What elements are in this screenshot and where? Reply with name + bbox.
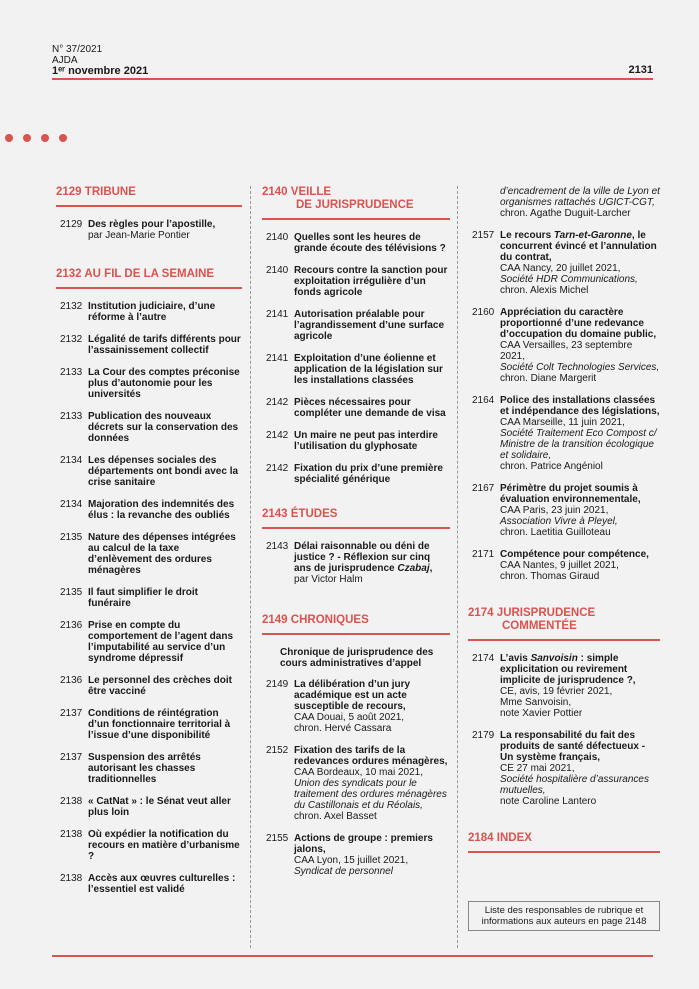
entry-body [88, 334, 242, 356]
section-heading: 2184 INDEX [468, 832, 660, 853]
entry-reference: CAA Marseille, 11 juin 2021, [500, 417, 625, 428]
toc-entry[interactable] [56, 301, 242, 323]
entry-reference: Mme Sanvoisin, [500, 697, 572, 708]
entry-body [500, 230, 660, 296]
entry-title: Nature des dépenses intégrées au calcul de la taxe d’enlèvement des ordures ménagères [88, 532, 236, 576]
entry-title: Compétence pour compétence, [500, 549, 649, 560]
entry-body [88, 367, 242, 400]
toc-entry[interactable] [56, 587, 242, 609]
entry-body [88, 620, 242, 664]
entry-page: 2179 [472, 730, 495, 741]
entry-page: 2136 [60, 620, 83, 631]
entry-title: Accès aux œuvres culturelles : l’essentiel est validé [88, 873, 236, 895]
section-heading: 2174 JURISPRUDENCE COMMENTÉE [468, 607, 660, 641]
entry-body [88, 499, 242, 521]
entry-title: Appréciation du caractère proportionné d’une redevance d’occupation du domaine public, [500, 307, 657, 340]
entry-title: Il faut simplifier le droit funéraire [88, 587, 199, 609]
entry-body [294, 265, 450, 298]
entry-page: 2133 [60, 367, 83, 378]
entry-title: La responsabilité du fait des produits de santé défectueux - Un système français, [500, 730, 646, 763]
column-1 [56, 186, 242, 906]
entry-body [88, 301, 242, 323]
entry-title: Autorisation préalable pour l’agrandissement d’une surface agricole [294, 309, 445, 342]
entry-title: Police des installations classées et indépendance des législations, [500, 395, 660, 417]
toc-entry[interactable] [468, 549, 660, 582]
toc-entry[interactable] [56, 367, 242, 400]
toc-entry[interactable] [56, 620, 242, 664]
entry-reference: CAA Nantes, 9 juillet 2021, [500, 560, 619, 571]
toc-entry[interactable] [468, 730, 660, 807]
toc-list [468, 653, 660, 807]
entry-body [88, 752, 242, 785]
entry-page: 2141 [266, 353, 289, 364]
header-rule [52, 78, 653, 80]
entry-title: Institution judiciaire, d’une réforme à l’autre [88, 301, 216, 323]
entry-reference: CAA Bordeaux, 10 mai 2021, [294, 767, 423, 778]
issue-meta [52, 44, 148, 77]
entry-title: Fixation des tarifs de la redevances ordures ménagères, [294, 745, 448, 767]
entry-page: 2137 [60, 708, 83, 719]
entry-page: 2136 [60, 675, 83, 686]
entry-page: 2157 [472, 230, 495, 241]
entry-chronicler: chron. Axel Basset [294, 811, 377, 822]
entry-page: 2138 [60, 829, 83, 840]
entry-body [294, 745, 450, 822]
toc-entry[interactable] [56, 796, 242, 818]
entry-title: Les dépenses sociales des départements ont bondi avec la crise sanitaire [88, 455, 239, 488]
entry-body [500, 483, 660, 538]
entry-page: 2135 [60, 587, 83, 598]
entry-chronicler: chron. Alexis Michel [500, 285, 589, 296]
section-heading: 2140 VEILLE DE JURISPRUDENCE [262, 186, 450, 220]
entry-page: 2155 [266, 833, 289, 844]
entry-title: Quelles sont les heures de grande écoute des télévisions ? [294, 232, 446, 254]
page-number: 2131 [628, 64, 653, 76]
section-heading: 2129 TRIBUNE [56, 186, 242, 207]
entry-title: La Cour des comptes préconise plus d’autonomie pour les universités [88, 367, 240, 400]
entry-body [88, 829, 242, 862]
entry-chronicler: chron. Diane Margerit [500, 373, 597, 384]
toc-list [262, 232, 450, 485]
entry-title: Recours contre la sanction pour exploitation irrégulière d’un fonds agricole [294, 265, 448, 298]
entry-reference: CAA Nancy, 20 juillet 2021, [500, 263, 621, 274]
toc-entry[interactable] [56, 532, 242, 576]
entry-page: 2134 [60, 499, 83, 510]
entry-page: 2132 [60, 301, 83, 312]
entry-title: Un maire ne peut pas interdire l’utilisation du glyphosate [294, 430, 438, 452]
entry-body [88, 796, 242, 818]
entry-page: 2133 [60, 411, 83, 422]
entry-chronicler: note Xavier Pottier [500, 708, 583, 719]
entry-body [88, 708, 242, 741]
entry-body [294, 309, 450, 342]
entry-title: Fixation du prix d’une première spécialité générique [294, 463, 443, 485]
toc-list [468, 230, 660, 582]
entry-body [500, 307, 660, 384]
toc-entry[interactable]: 2143 Délai raisonnable ou déni de justice ? - Réflexion sur cinq ans de jurisprudence Czabaj, par Victor Halm [266, 541, 433, 585]
toc-entry[interactable] [56, 411, 242, 444]
toc-entry[interactable] [468, 307, 660, 384]
entry-body [294, 353, 450, 386]
section-heading: 2143 ÉTUDES [262, 508, 450, 529]
entry-title: Exploitation d’une éolienne et application de la législation sur les installations classées [294, 353, 443, 386]
entry-body [294, 833, 450, 877]
toc-entry[interactable] [56, 752, 242, 785]
toc-entry[interactable] [468, 395, 660, 472]
entry-page: 2149 [266, 679, 289, 690]
entry-reference: CE, avis, 19 février 2021, [500, 686, 613, 697]
entry-title: Actions de groupe : premiers jalons, [294, 833, 433, 855]
entry-title: Pièces nécessaires pour compléter une demande de visa [294, 397, 446, 419]
toc-entry[interactable] [262, 353, 450, 386]
issue-date: 1ᵉʳ novembre 2021 [52, 65, 149, 77]
toc-entry[interactable] [56, 499, 242, 521]
entry-body [294, 397, 450, 419]
toc-entry[interactable]: 2129 Des règles pour l’apostille, par Jean-Marie Pontier [60, 219, 216, 241]
entry-reference: CAA Versailles, 23 septembre 2021, [500, 340, 633, 362]
toc-list [262, 679, 450, 877]
toc-entry[interactable] [468, 230, 660, 296]
entry-title: Suspension des arrêtés autorisant les chasses traditionnelles [88, 752, 201, 785]
entry-title: Légalité de tarifs différents pour l’assainissement collectif [88, 334, 241, 356]
entry-reference: CE 27 mai 2021, [500, 763, 575, 774]
toc-entry[interactable] [262, 745, 450, 822]
toc-entry[interactable] [56, 829, 242, 862]
info-box: Liste des responsables de rubrique et informations aux auteurs en page 2148 [468, 901, 660, 931]
entry-page: 2140 [266, 265, 289, 276]
entry-page: 2134 [60, 455, 83, 466]
toc-entry[interactable] [468, 653, 660, 719]
toc-entry[interactable] [262, 430, 450, 452]
entry-body [294, 463, 450, 485]
entry-party: Association Vivre à Pleyel, [500, 516, 618, 527]
entry-title: Périmètre du projet soumis à évaluation environnementale, [500, 483, 641, 505]
entry-page: 2137 [60, 752, 83, 763]
entry-page: 2174 [472, 653, 495, 664]
toc-entry[interactable] [262, 232, 450, 254]
toc-entry[interactable] [262, 833, 450, 877]
entry-title: Le recours Tarn-et-Garonne, le concurrent évincé et l’annulation du contrat, [500, 230, 657, 263]
entry-title: Publication des nouveaux décrets sur la conservation des données [88, 411, 239, 444]
entry-page: 2142 [266, 397, 289, 408]
entry-chronicler: chron. Laetitia Guilloteau [500, 527, 611, 538]
entry-party: Société Traitement Eco Compost c/ Ministre de la transition écologique et solidaire, [500, 428, 657, 461]
entry-page: 2171 [472, 549, 495, 560]
entry-body [500, 730, 660, 807]
column-separator [457, 186, 458, 948]
toc-entry[interactable] [262, 265, 450, 298]
entry-reference: CAA Paris, 23 juin 2021, [500, 505, 609, 516]
toc-entry[interactable] [262, 463, 450, 485]
toc-entry[interactable] [262, 679, 450, 734]
footer-rule [52, 955, 653, 957]
column-2 [262, 186, 450, 888]
entry-title: L’avis Sanvoisin : simple explicitation ou revirement implicite de jurisprudence ?, [500, 653, 636, 686]
entry-page: 2141 [266, 309, 289, 320]
toc-entry[interactable] [262, 309, 450, 342]
entry-page: 2160 [472, 307, 495, 318]
toc-entry[interactable] [56, 675, 242, 697]
entry-page: 2135 [60, 532, 83, 543]
section-heading: 2149 CHRONIQUES [262, 614, 450, 635]
entry-body [294, 430, 450, 452]
toc-entry[interactable] [56, 455, 242, 488]
entry-body [88, 532, 242, 576]
entry-chronicler: chron. Thomas Giraud [500, 571, 600, 582]
entry-party: Société HDR Communications, [500, 274, 638, 285]
entry-body [294, 679, 450, 734]
entry-page: 2138 [60, 796, 83, 807]
column-3 [468, 186, 660, 931]
entry-party: Syndicat de personnel [294, 866, 393, 877]
entry-title: Où expédier la notification du recours en matière d’urbanisme ? [88, 829, 240, 862]
entry-body [500, 653, 660, 719]
entry-body [88, 411, 242, 444]
toc-entry[interactable] [262, 397, 450, 419]
toc-entry[interactable] [56, 873, 242, 895]
toc-list [56, 301, 242, 895]
entry-body [500, 549, 660, 582]
column-separator [250, 186, 251, 948]
toc-entry-continuation: d’encadrement de la ville de Lyon et organismes rattachés UGICT-CGT, chron. Agathe Duguit-Larcher [500, 186, 660, 219]
entry-chronicler: chron. Hervé Cassara [294, 723, 392, 734]
entry-body [500, 395, 660, 472]
entry-page: 2132 [60, 334, 83, 345]
entry-body [88, 873, 242, 895]
entry-title: La délibération d’un jury académique est un acte susceptible de recours, [294, 679, 411, 712]
entry-body [88, 675, 242, 697]
entry-chronicler: chron. Patrice Angéniol [500, 461, 603, 472]
entry-reference: CAA Douai, 5 août 2021, [294, 712, 405, 723]
entry-title: Prise en compte du comportement de l’agent dans l’imputabilité au service d’un syndrome dépressif [88, 620, 234, 664]
entry-party: Société hospitalière d’assurances mutuelles, [500, 774, 649, 796]
decorative-dots [5, 134, 67, 142]
entry-page: 2140 [266, 232, 289, 243]
toc-entry[interactable] [56, 334, 242, 356]
entry-title: Majoration des indemnités des élus : la revanche des oubliés [88, 499, 235, 521]
journal-name: AJDA [52, 55, 78, 66]
entry-party: Société Colt Technologies Services, [500, 362, 660, 373]
entry-page: 2152 [266, 745, 289, 756]
entry-page: 2142 [266, 430, 289, 441]
entry-body [88, 455, 242, 488]
entry-reference: CAA Lyon, 15 juillet 2021, [294, 855, 409, 866]
entry-page: 2167 [472, 483, 495, 494]
issue-number: N° 37/2021 [52, 44, 103, 55]
entry-page: 2142 [266, 463, 289, 474]
entry-page: 2138 [60, 873, 83, 884]
entry-title: Le personnel des crèches doit être vacciné [88, 675, 232, 697]
entry-body [294, 232, 450, 254]
toc-entry[interactable] [56, 708, 242, 741]
entry-page: 2164 [472, 395, 495, 406]
entry-party: Union des syndicats pour le traitement des ordures ménagères du Castillonais et du Réolais, [294, 778, 447, 811]
entry-title: « CatNat » : le Sénat veut aller plus loin [88, 796, 231, 818]
toc-entry[interactable] [468, 483, 660, 538]
section-heading: 2132 AU FIL DE LA SEMAINE [56, 268, 242, 289]
entry-chronicler: note Caroline Lantero [500, 796, 597, 807]
entry-body [88, 587, 242, 609]
entry-title: Conditions de réintégration d’un fonctionnaire territorial à l’issue d’une disponibilité [88, 708, 231, 741]
chronicle-intro: Chronique de jurisprudence des cours administratives d’appel [280, 647, 434, 669]
